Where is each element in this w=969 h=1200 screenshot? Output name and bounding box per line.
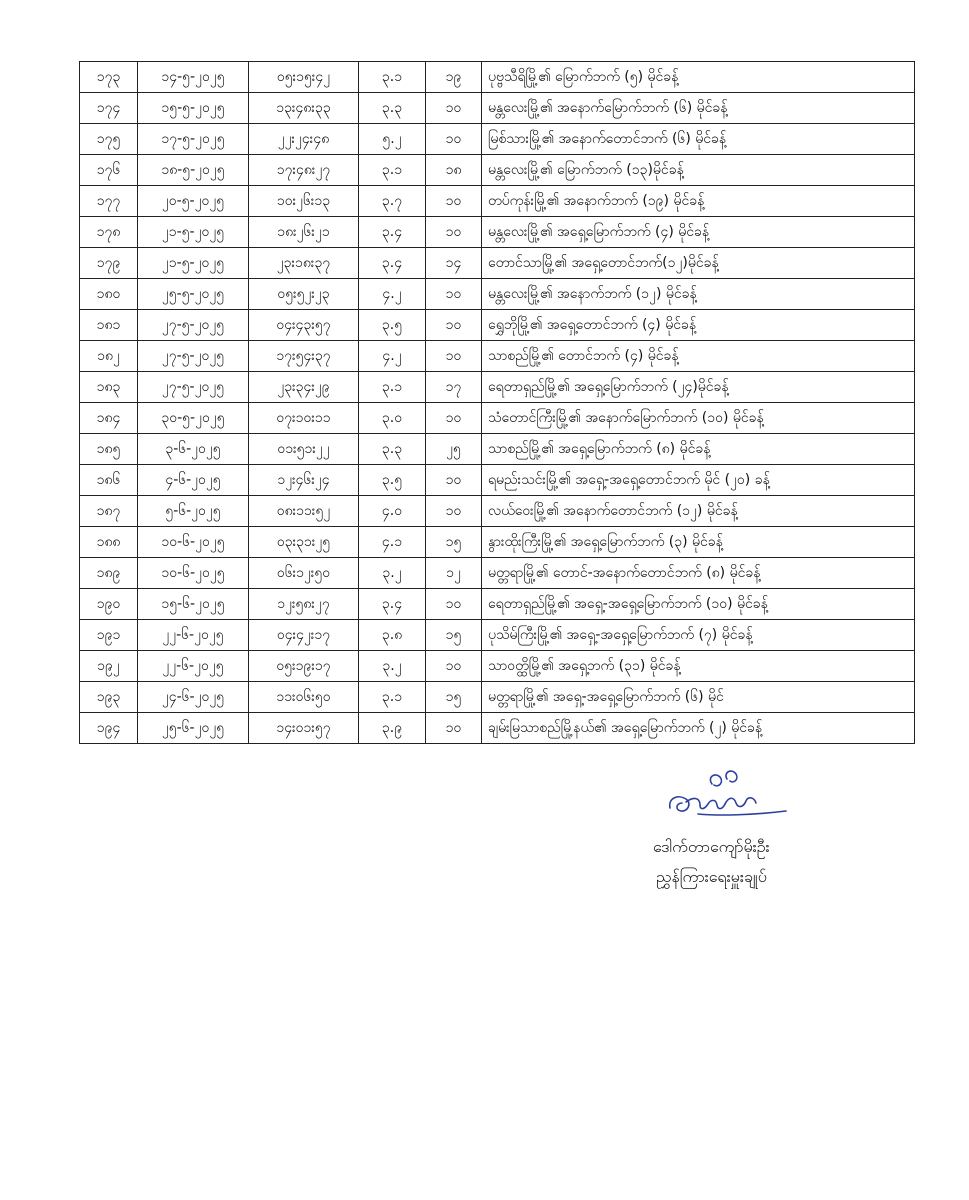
row-time: ၁၁း၀၆း၅၀ [249,682,359,713]
row-date: ၁၈-၅-၂၀၂၅ [138,155,249,186]
table-row [80,434,915,465]
row-depth: ၁၇ [426,372,482,403]
row-date: ၂၇-၅-၂၀၂၅ [138,341,249,372]
row-number: ၁၈၇ [80,496,138,527]
earthquake-table-body [80,62,915,744]
table-row [80,589,915,620]
row-magnitude: ၃.၅ [359,465,426,496]
row-location: သာစည်မြို့၏ တောင်ဘက် (၄) မိုင်ခန့် [482,341,915,372]
table-row [80,682,915,713]
row-time: ၁၃း၄၈း၃၃ [249,93,359,124]
row-magnitude: ၅.၂ [359,124,426,155]
row-location: သာဝတ္ထိမြို့၏ အရှေ့ဘက် (၃၁) မိုင်ခန့် [482,651,915,682]
row-magnitude: ၃.၂ [359,558,426,589]
table-row [80,465,915,496]
row-location: တပ်ကုန်းမြို့၏ အနောက်ဘက် (၁၉) မိုင်ခန့် [482,186,915,217]
row-magnitude: ၃.၂ [359,651,426,682]
row-depth: ၁၀ [426,93,482,124]
row-date: ၂၀-၅-၂၀၂၅ [138,186,249,217]
row-number: ၁၉၃ [80,682,138,713]
table-row [80,93,915,124]
row-number: ၁၈၃ [80,372,138,403]
row-depth: ၁၀ [426,713,482,744]
row-number: ၁၈၆ [80,465,138,496]
row-time: ၁၂း၅၈း၂၇ [249,589,359,620]
row-location: မန္တလေးမြို့၏ အနောက်မြောက်ဘက် (၆) မိုင်ခန့် [482,93,915,124]
row-depth: ၁၀ [426,310,482,341]
row-date: ၂၇-၅-၂၀၂၅ [138,372,249,403]
row-number: ၁၈၈ [80,527,138,558]
table-row [80,217,915,248]
table-row [80,310,915,341]
row-date: ၂၁-၅-၂၀၂၅ [138,217,249,248]
row-date: ၂၄-၆-၂၀၂၅ [138,682,249,713]
row-time: ၂၃း၁၈း၃၇ [249,248,359,279]
row-magnitude: ၃.၄ [359,217,426,248]
row-magnitude: ၃.၇ [359,186,426,217]
table-row [80,713,915,744]
row-time: ၁၂း၄၆း၂၄ [249,465,359,496]
row-date: ၁၇-၅-၂၀၂၅ [138,124,249,155]
row-location: သံတောင်ကြီးမြို့၏ အနောက်မြောက်ဘက် (၁၀) မိုင်ခန့် [482,403,915,434]
row-time: ၀၅း၁၅း၄၂ [249,62,359,93]
row-location: ရေတာရှည်မြို့၏ အရှေ့-အရှေ့မြောက်ဘက် (၁၀) မိုင်ခန့် [482,589,915,620]
row-time: ၁၈း၂၆း၂၁ [249,217,359,248]
row-location: ပုဗ္ဗသီရိမြို့၏ မြောက်ဘက် (၅) မိုင်ခန့် [482,62,915,93]
row-time: ၁၄း၀၁း၅၇ [249,713,359,744]
row-depth: ၁၀ [426,279,482,310]
row-location: နွားထိုးကြီးမြို့၏ အရှေ့မြောက်ဘက် (၃) မိုင်ခန့် [482,527,915,558]
row-number: ၁၉၄ [80,713,138,744]
row-date: ၂၅-၅-၂၀၂၅ [138,279,249,310]
row-time: ၂၃း၃၄း၂၉ [249,372,359,403]
signer-title: ညွှန်ကြားရေးမှူးချုပ် [656,867,767,886]
row-magnitude: ၃.၈ [359,620,426,651]
row-depth: ၁၅ [426,527,482,558]
row-depth: ၁၅ [426,620,482,651]
row-number: ၁၈၂ [80,341,138,372]
table-row [80,527,915,558]
row-magnitude: ၄.၂ [359,341,426,372]
row-time: ၀၅း၅၂း၂၃ [249,279,359,310]
row-location: ပုသိမ်ကြီးမြို့၏ အရှေ့-အရှေ့မြောက်ဘက် (၇) မိုင်ခန့် [482,620,915,651]
row-magnitude: ၃.၃ [359,93,426,124]
row-time: ၀၃း၃၁း၂၅ [249,527,359,558]
table-row [80,403,915,434]
row-date: ၂၅-၆-၂၀၂၅ [138,713,249,744]
row-time: ၂၂း၂၄း၄၈ [249,124,359,155]
row-location: ရေတာရှည်မြို့၏ အရှေ့မြောက်ဘက် (၂၄)မိုင်ခန့် [482,372,915,403]
row-location: မန္တလေးမြို့၏ မြောက်ဘက် (၁၃)မိုင်ခန့် [482,155,915,186]
row-magnitude: ၄.၂ [359,279,426,310]
row-time: ၀၈း၁၁း၅၂ [249,496,359,527]
row-number: ၁၇၈ [80,217,138,248]
row-date: ၄-၆-၂၀၂၅ [138,465,249,496]
signer-name: ဒေါက်တာကျော်မိုးဦး [653,837,770,856]
row-time: ၀၇း၁၀း၁၁ [249,403,359,434]
table-row [80,620,915,651]
table-row [80,558,915,589]
row-depth: ၁၀ [426,589,482,620]
row-number: ၁၈၅ [80,434,138,465]
table-row [80,248,915,279]
row-location: မတ္တရာမြို့၏ တောင်-အနောက်တောင်ဘက် (၈) မိုင်ခန့် [482,558,915,589]
table-row [80,651,915,682]
row-location: လယ်ဝေးမြို့၏ အနောက်တောင်ဘက် (၁၂) မိုင်ခန့် [482,496,915,527]
row-magnitude: ၄.၀ [359,496,426,527]
table-row [80,124,915,155]
row-time: ၁၇း၄၈း၂၇ [249,155,359,186]
row-magnitude: ၃.၃ [359,434,426,465]
row-date: ၁၅-၆-၂၀၂၅ [138,589,249,620]
row-number: ၁၇၄ [80,93,138,124]
row-magnitude: ၃.၁ [359,155,426,186]
row-number: ၁၈၀ [80,279,138,310]
row-date: ၁၄-၅-၂၀၂၅ [138,62,249,93]
table-row [80,62,915,93]
row-depth: ၁၀ [426,124,482,155]
row-date: ၁၅-၅-၂၀၂၅ [138,93,249,124]
row-magnitude: ၃.၄ [359,248,426,279]
row-depth: ၁၄ [426,248,482,279]
row-location: ရမည်းသင်းမြို့၏ အရှေ့-အရှေ့တောင်ဘက် မိုင် (၂၀) ခန့် [482,465,915,496]
row-date: ၂၁-၅-၂၀၂၅ [138,248,249,279]
row-magnitude: ၃.၅ [359,310,426,341]
row-number: ၁၇၅ [80,124,138,155]
row-time: ၁၇း၅၄း၃၇ [249,341,359,372]
row-location: သာစည်မြို့၏ အရှေ့မြောက်ဘက် (၈) မိုင်ခန့် [482,434,915,465]
row-date: ၃၀-၅-၂၀၂၅ [138,403,249,434]
row-magnitude: ၃.၁ [359,372,426,403]
row-date: ၂၂-၆-၂၀၂၅ [138,620,249,651]
row-number: ၁၈၁ [80,310,138,341]
row-date: ၁၀-၆-၂၀၂၅ [138,527,249,558]
row-date: ၃-၆-၂၀၂၅ [138,434,249,465]
row-location: ချမ်းမြသာစည်မြို့နယ်၏ အရှေ့မြောက်ဘက် (၂) မိုင်ခန့် [482,713,915,744]
row-magnitude: ၃.၄ [359,589,426,620]
row-depth: ၁၅ [426,682,482,713]
row-location: မန္တလေးမြို့၏ အနောက်ဘက် (၁၂) မိုင်ခန့် [482,279,915,310]
row-number: ၁၇၃ [80,62,138,93]
row-magnitude: ၃.၁ [359,682,426,713]
row-location: တောင်သာမြို့၏ အရှေ့တောင်ဘက်(၁၂)မိုင်ခန့် [482,248,915,279]
row-time: ၀၁း၅၁း၂၂ [249,434,359,465]
row-magnitude: ၃.၉ [359,713,426,744]
earthquake-table [79,61,915,744]
row-date: ၅-၆-၂၀၂၅ [138,496,249,527]
row-time: ၀၆း၁၂း၅၀ [249,558,359,589]
table-row [80,279,915,310]
table-row [80,496,915,527]
row-depth: ၁၈ [426,155,482,186]
row-location: မန္တလေးမြို့၏ အရှေ့မြောက်ဘက် (၄) မိုင်ခန့် [482,217,915,248]
row-depth: ၁၀ [426,403,482,434]
row-date: ၁၀-၆-၂၀၂၅ [138,558,249,589]
row-number: ၁၈၉ [80,558,138,589]
row-depth: ၁၀ [426,186,482,217]
row-magnitude: ၃.၀ [359,403,426,434]
row-number: ၁၉၀ [80,589,138,620]
row-number: ၁၉၁ [80,620,138,651]
row-date: ၂၂-၆-၂၀၂၅ [138,651,249,682]
table-row [80,186,915,217]
row-depth: ၁၀ [426,651,482,682]
row-number: ၁၇၆ [80,155,138,186]
row-depth: ၁၂ [426,558,482,589]
row-location: မြစ်သားမြို့၏ အနောက်တောင်ဘက် (၆) မိုင်ခန့် [482,124,915,155]
row-depth: ၁၀ [426,217,482,248]
row-number: ၁၇၇ [80,186,138,217]
signature-image [664,768,794,828]
row-depth: ၁၀ [426,341,482,372]
row-depth: ၁၀ [426,496,482,527]
table-row [80,155,915,186]
row-magnitude: ၃.၁ [359,62,426,93]
row-time: ၀၄း၄၂း၁၇ [249,620,359,651]
row-depth: ၁၉ [426,62,482,93]
table-row [80,372,915,403]
row-location: မတ္တရာမြို့၏ အရှေ့-အရှေ့မြောက်ဘက် (၆) မိုင် [482,682,915,713]
row-number: ၁၈၄ [80,403,138,434]
row-depth: ၂၅ [426,434,482,465]
row-date: ၂၇-၅-၂၀၂၅ [138,310,249,341]
row-magnitude: ၄.၁ [359,527,426,558]
row-time: ၁၀း၂၆း၁၃ [249,186,359,217]
row-depth: ၁၀ [426,465,482,496]
row-location: ရွှေဘိုမြို့၏ အရှေ့တောင်ဘက် (၄) မိုင်ခန့် [482,310,915,341]
row-time: ၀၄း၄၃း၅၇ [249,310,359,341]
row-number: ၁၉၂ [80,651,138,682]
row-number: ၁၇၉ [80,248,138,279]
row-time: ၀၅း၁၉း၁၇ [249,651,359,682]
table-row [80,341,915,372]
